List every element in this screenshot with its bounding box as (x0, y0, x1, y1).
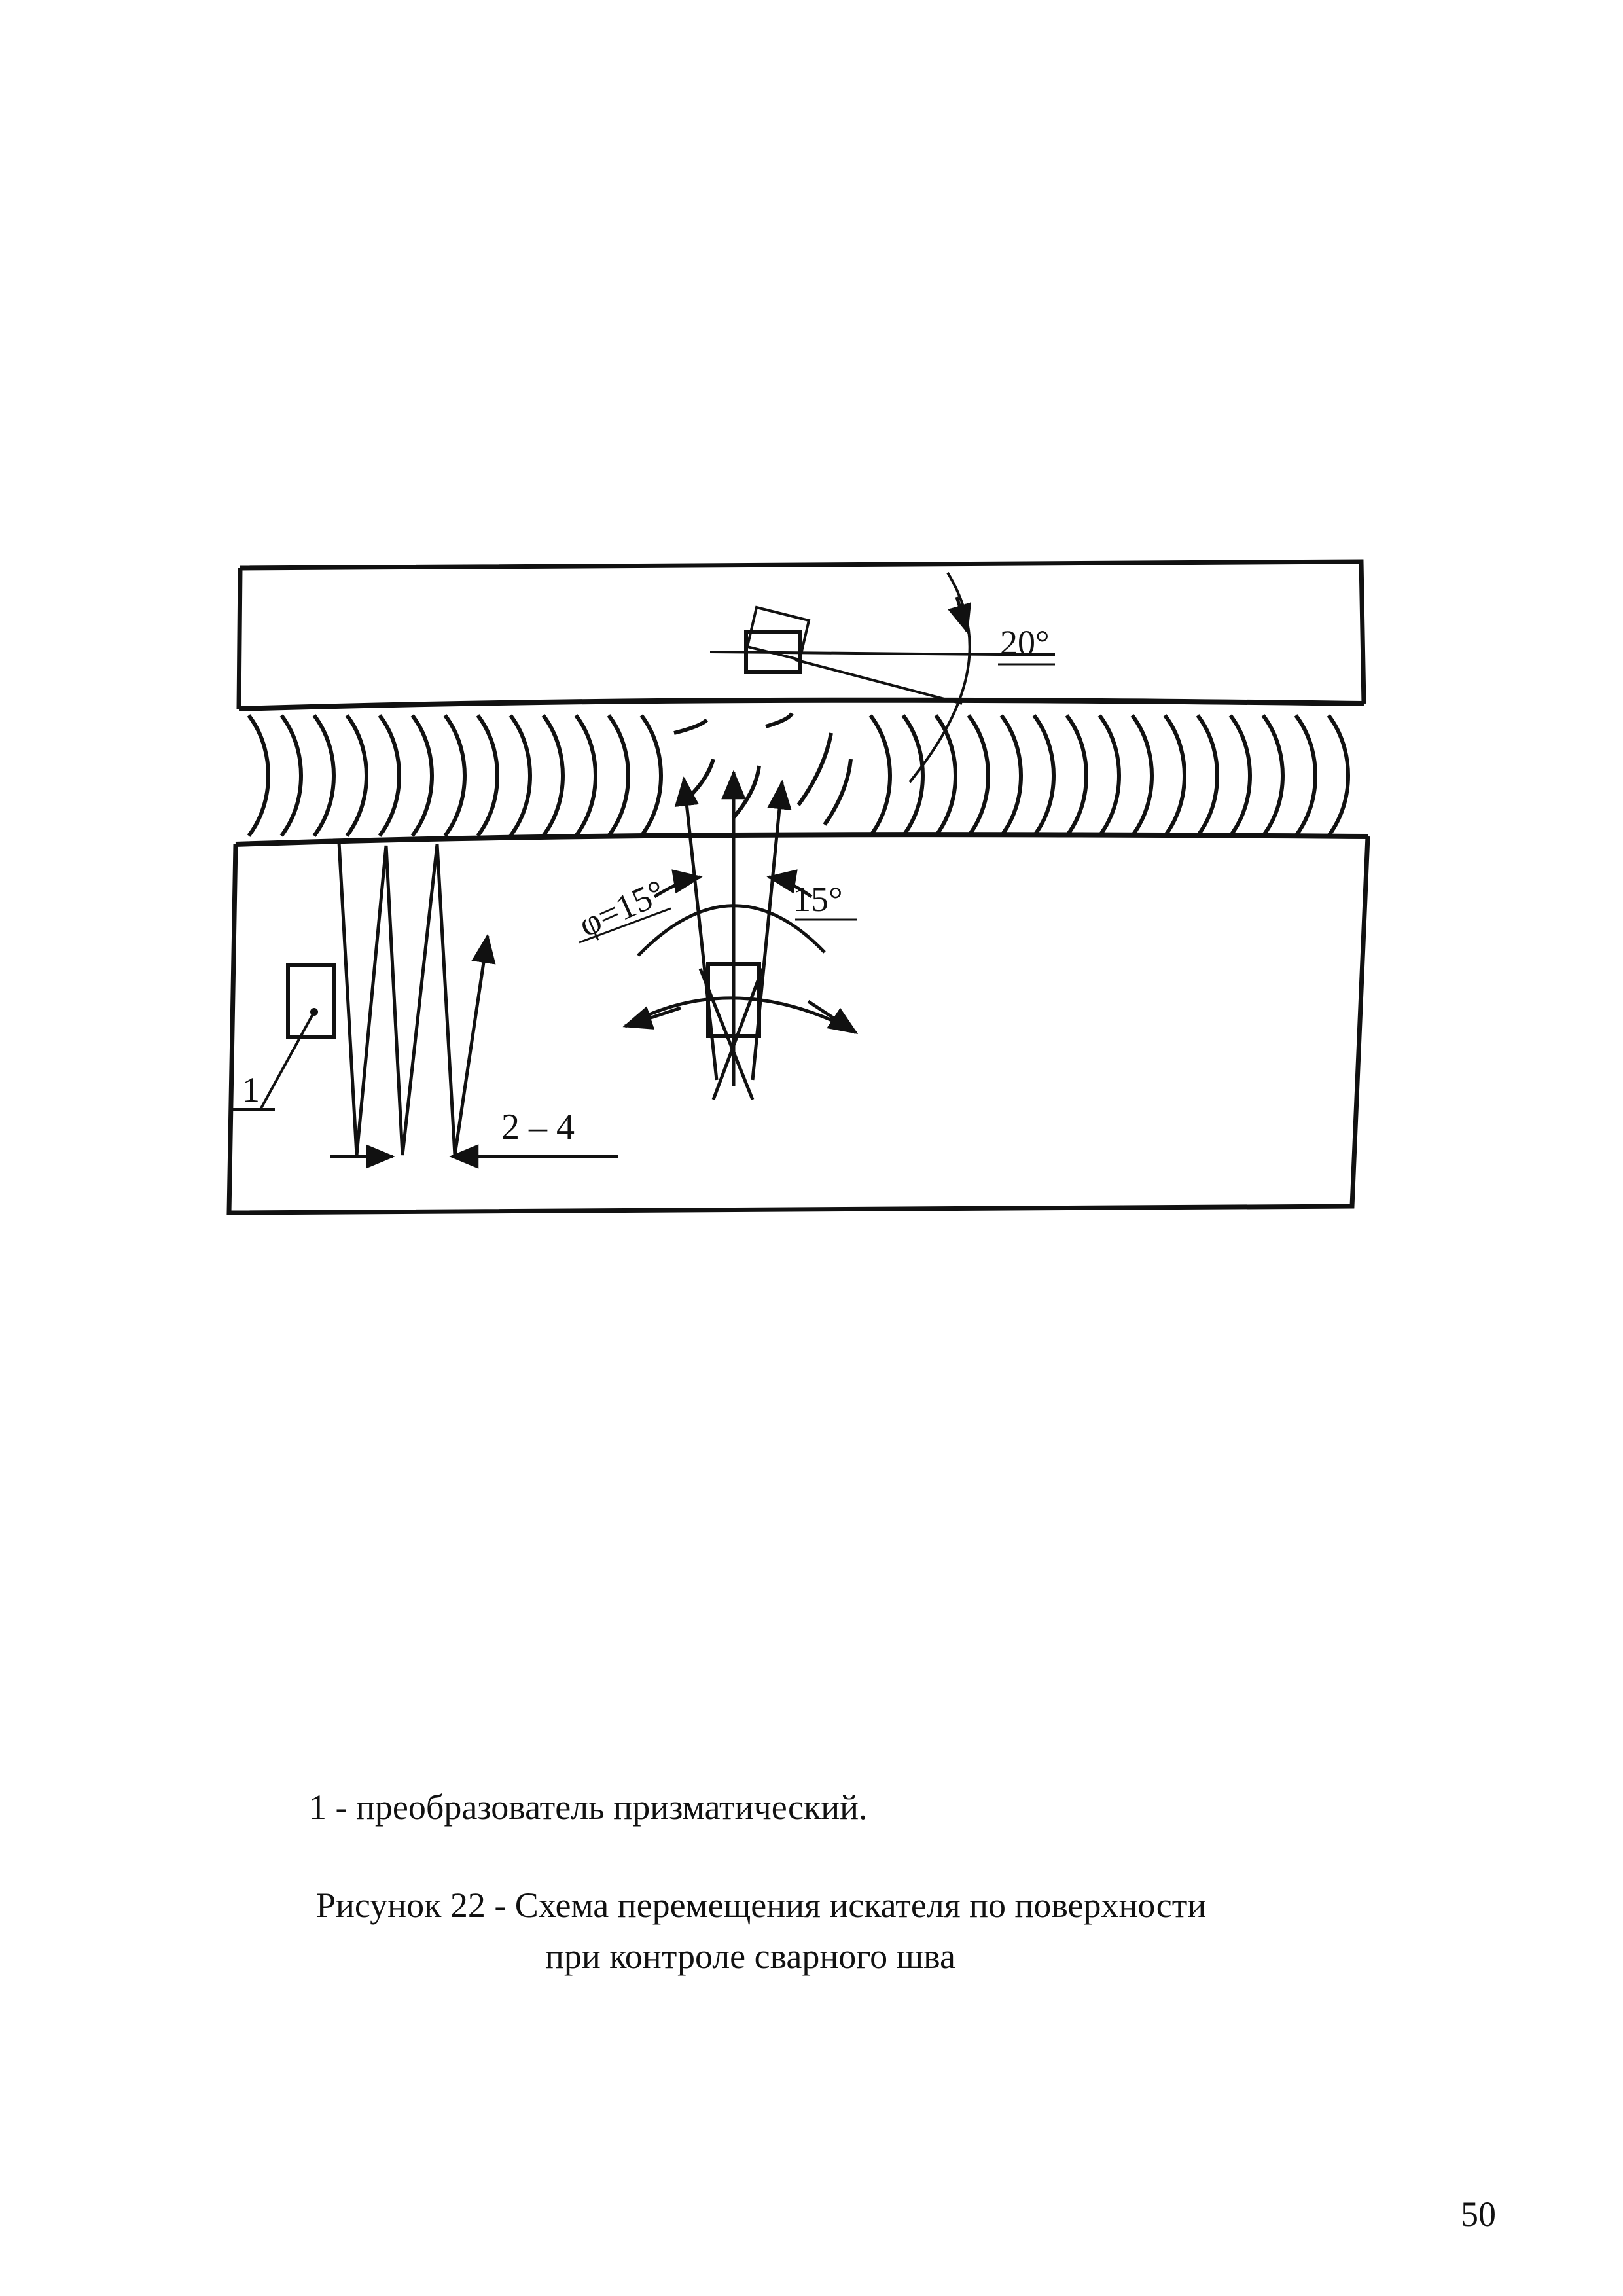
weld-ripple (510, 715, 530, 836)
weld-ripple (1263, 715, 1283, 836)
weld-ripple (1099, 715, 1119, 836)
weld-ripple (674, 720, 707, 733)
weld-ripple (1132, 715, 1152, 836)
weld-ripple (1165, 715, 1185, 836)
weld-ripple (1034, 715, 1054, 836)
weld-ripple (412, 715, 432, 836)
weld-ripple (1329, 715, 1348, 836)
sweep-probe-15deg (579, 772, 857, 1100)
weld-ripple (609, 715, 628, 836)
weld-ripple (576, 715, 596, 836)
probe-number-label: 1 (242, 1070, 260, 1109)
weld-ripple (825, 759, 851, 825)
weld-ripple (380, 715, 399, 836)
figure-caption-line-2: при контроле сварного шва (545, 1937, 955, 1976)
weld-ripple (903, 715, 923, 836)
weld-ripple (1001, 715, 1021, 836)
weld-ripple (281, 715, 301, 836)
page-number: 50 (1461, 2195, 1496, 2234)
weld-ripple (478, 715, 497, 836)
weld-seam (236, 700, 1368, 844)
angle-20-label: 20° (1000, 623, 1050, 662)
figure-legend: 1 - преобразователь призматический. (309, 1787, 868, 1827)
weld-ripple (1198, 715, 1217, 836)
step-label: 2 – 4 (501, 1107, 575, 1147)
zigzag-scan-path (330, 842, 618, 1157)
rotated-probe-20deg (710, 573, 1055, 782)
weld-ripple (733, 766, 759, 818)
angle-phi-label: φ=15° (573, 872, 671, 944)
angle-15-label: 15° (793, 880, 843, 919)
weld-ripple (936, 715, 955, 836)
weld-ripple (969, 715, 988, 836)
weld-ripple (766, 713, 792, 726)
weld-ripple (870, 715, 890, 836)
weld-ripple (798, 733, 831, 805)
weld-ripple (347, 715, 366, 836)
weld-ripple (543, 715, 563, 836)
weld-ripple (1067, 715, 1086, 836)
figure-caption-line-1: Рисунок 22 - Схема перемещения искателя по поверхности (316, 1886, 1207, 1925)
weld-ripple (314, 715, 334, 836)
weld-ripple (641, 715, 661, 836)
weld-ripple (249, 715, 268, 836)
weld-ripple (1296, 715, 1315, 836)
weld-ripple (445, 715, 465, 836)
weld-ripple (1230, 715, 1250, 836)
